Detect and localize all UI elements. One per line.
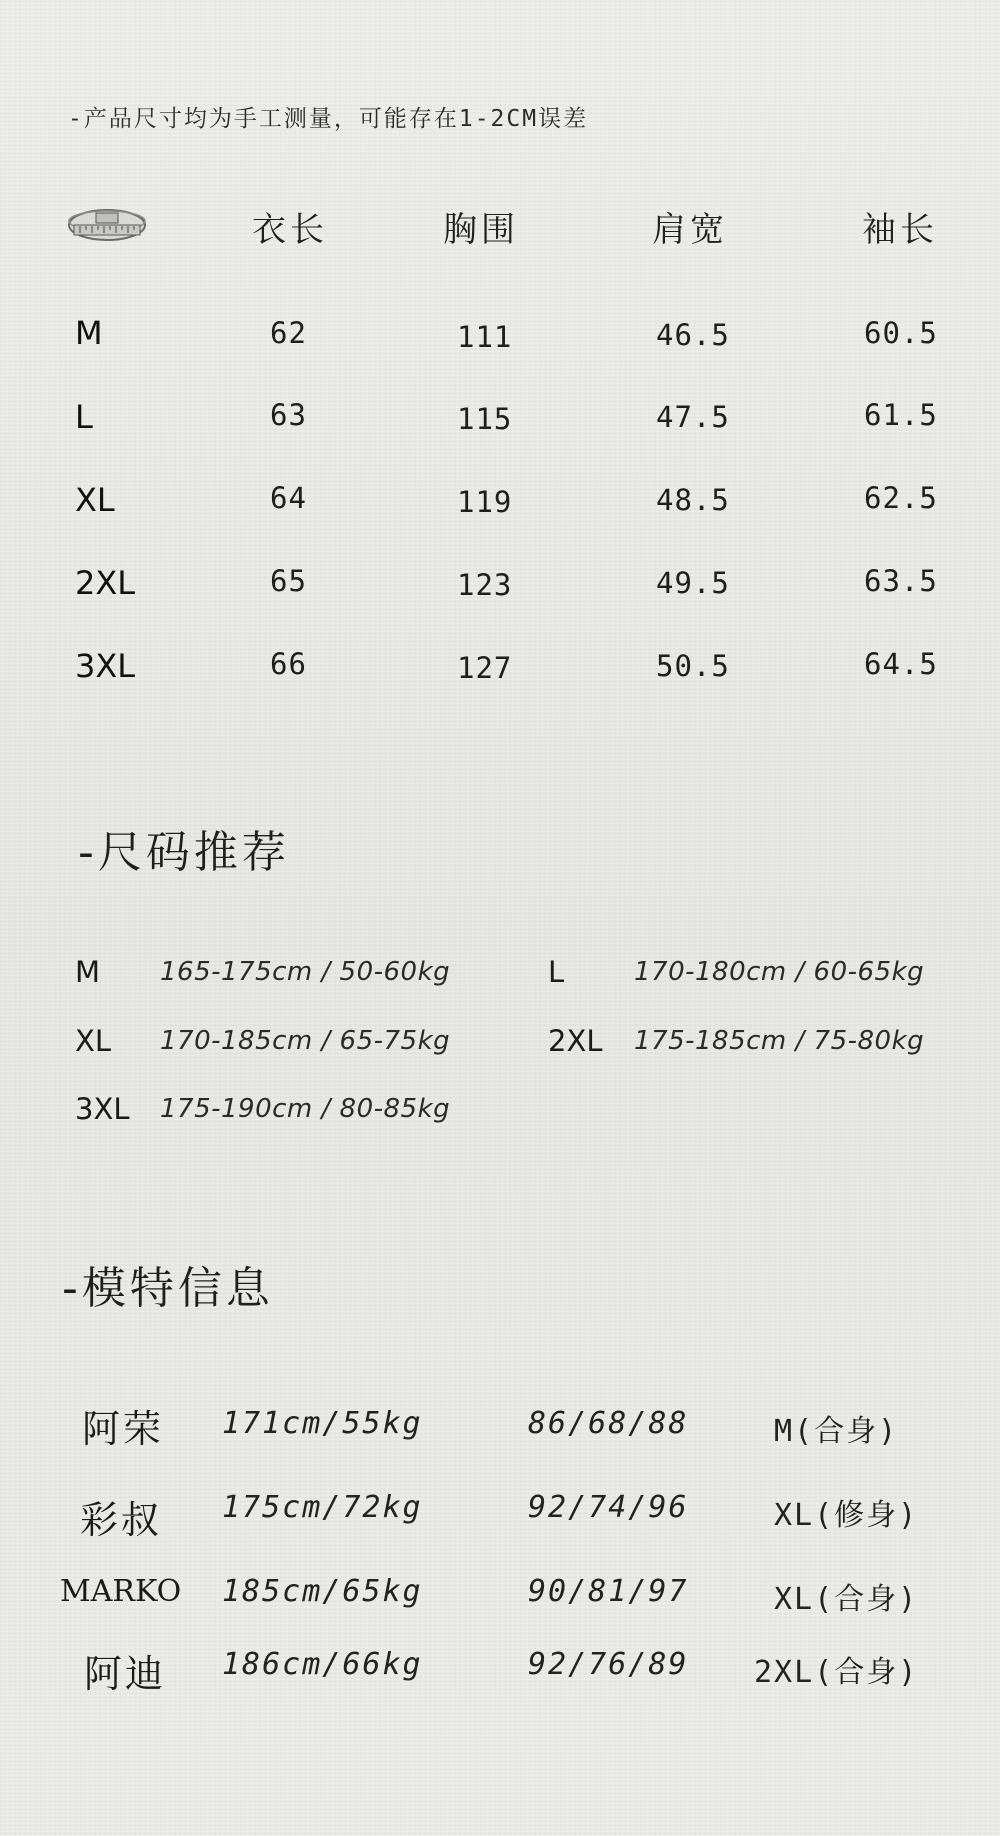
recommend-size: 2XL	[548, 1024, 603, 1058]
recommend-size: L	[548, 955, 565, 989]
tape-measure-icon	[66, 205, 148, 245]
sleeve-value: 60.5	[864, 316, 938, 350]
shoulder-value: 46.5	[656, 318, 730, 352]
model-fit: M(合身)	[774, 1414, 899, 1449]
sleeve-value: 64.5	[864, 647, 938, 681]
chest-value: 123	[457, 568, 513, 602]
model-name: 阿荣	[82, 1407, 165, 1451]
model-name: MARKO	[60, 1574, 182, 1609]
shoulder-value: 47.5	[656, 400, 730, 434]
size-label: M	[75, 314, 103, 352]
recommend-range: 170-180cm / 60-65kg	[634, 957, 925, 987]
recommend-size: 3XL	[75, 1092, 130, 1126]
recommend-size: XL	[75, 1024, 112, 1058]
chest-value: 119	[457, 485, 513, 519]
shoulder-value: 50.5	[656, 649, 730, 683]
header-chest: 胸围	[443, 210, 519, 250]
model-fit: XL(修身)	[774, 1498, 919, 1533]
sleeve-value: 61.5	[864, 398, 938, 432]
model-measures: 92/76/89	[528, 1647, 689, 1682]
size-label: 2XL	[75, 564, 136, 602]
recommend-range: 175-185cm / 75-80kg	[634, 1026, 925, 1056]
recommend-size: M	[75, 955, 101, 989]
model-fit: 2XL(合身)	[754, 1655, 919, 1690]
length-value: 64	[270, 481, 307, 515]
shoulder-value: 49.5	[656, 566, 730, 600]
length-value: 65	[270, 564, 307, 598]
header-sleeve: 袖长	[862, 210, 938, 250]
size-label: L	[75, 398, 93, 436]
model-name: 彩叔	[80, 1498, 163, 1542]
recommend-title: -尺码推荐	[78, 827, 290, 878]
model-measures: 90/81/97	[528, 1574, 689, 1609]
model-measures: 86/68/88	[528, 1406, 689, 1441]
model-body: 171cm/55kg	[222, 1406, 423, 1441]
model-name: 阿迪	[84, 1652, 167, 1696]
chest-value: 115	[457, 402, 513, 436]
chest-value: 127	[457, 651, 513, 685]
measurement-note: -产品尺寸均为手工测量，可能存在1-2CM误差	[68, 106, 589, 132]
model-measures: 92/74/96	[528, 1490, 689, 1525]
sleeve-value: 62.5	[864, 481, 938, 515]
sleeve-value: 63.5	[864, 564, 938, 598]
size-label: XL	[75, 481, 115, 519]
size-label: 3XL	[75, 647, 136, 685]
model-body: 186cm/66kg	[222, 1647, 423, 1682]
model-fit: XL(合身)	[774, 1582, 919, 1617]
model-body: 175cm/72kg	[222, 1490, 423, 1525]
model-body: 185cm/65kg	[222, 1574, 423, 1609]
header-shoulder: 肩宽	[652, 210, 728, 250]
models-title: -模特信息	[62, 1263, 274, 1314]
recommend-range: 170-185cm / 65-75kg	[160, 1026, 451, 1056]
shoulder-value: 48.5	[656, 483, 730, 517]
chest-value: 111	[457, 320, 513, 354]
length-value: 63	[270, 398, 307, 432]
header-length: 衣长	[252, 210, 328, 250]
length-value: 66	[270, 647, 307, 681]
length-value: 62	[270, 316, 307, 350]
recommend-range: 175-190cm / 80-85kg	[160, 1094, 451, 1124]
recommend-range: 165-175cm / 50-60kg	[160, 957, 451, 987]
